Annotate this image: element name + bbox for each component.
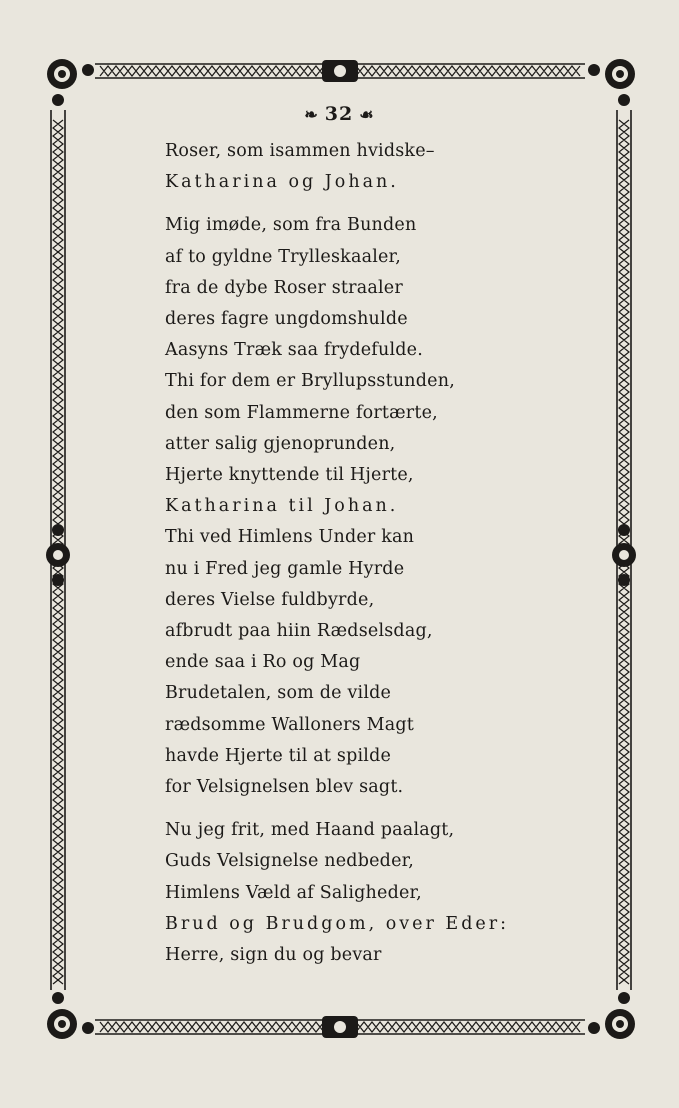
poem-line: Thi ved Himlens Under kan xyxy=(165,527,415,548)
poem-line: af to gyldne Trylleskaaler, xyxy=(165,246,401,267)
corner-ornament-top-right xyxy=(588,59,635,106)
poem-line: Guds Velsignelse nedbeder, xyxy=(165,851,415,872)
poem-line: afbrudt paa hiin Rædselsdag, xyxy=(165,621,433,641)
poem-line: fra de dybe Roser straaler xyxy=(165,277,403,298)
poem-line: nu i Fred jeg gamle Hyrde xyxy=(165,558,405,579)
poem-line: Brudetalen, som de vilde xyxy=(165,683,392,704)
poem-line: Hjerte knyttende til Hjerte, xyxy=(165,465,414,485)
poem-line: for Velsignelsen blev sagt. xyxy=(165,777,404,797)
poem-line: Mig imøde, som fra Bunden xyxy=(165,215,417,236)
poem-line: Himlens Væld af Saligheder, xyxy=(165,882,422,903)
corner-ornament-bottom-right xyxy=(588,992,635,1039)
poem-line: Roser, som isammen hvidske– xyxy=(165,141,435,161)
poem-line: deres fagre ungdomshulde xyxy=(165,309,408,329)
poem-line: den som Flammerne fortærte, xyxy=(165,402,438,423)
right-middle-ornament xyxy=(612,524,636,586)
bottom-center-ornament xyxy=(322,1016,358,1038)
poem-line: Katharina til Johan. xyxy=(165,496,399,517)
corner-ornament-top-left xyxy=(47,59,94,106)
poem-line: Thi for dem er Bryllupsstunden, xyxy=(165,371,455,392)
poem-line: Herre, sign du og bevar xyxy=(165,945,382,965)
poem-line: Katharina og Johan. xyxy=(165,172,399,193)
page-number-header xyxy=(0,103,679,125)
poem-line: deres Vielse fuldbyrde, xyxy=(165,589,375,610)
poem-line: havde Hjerte til at spilde xyxy=(165,745,392,766)
page-number: 32 xyxy=(324,103,354,125)
poem-line: ende saa i Ro og Mag xyxy=(165,652,361,673)
poem-line: rædsomme Walloners Magt xyxy=(165,714,414,735)
corner-ornament-bottom-left xyxy=(47,992,94,1039)
left-leaf-ornament-icon: ❧ xyxy=(304,105,319,124)
poem-line: Aasyns Træk saa frydefulde. xyxy=(165,340,423,361)
poem-line: Brud og Brudgom, over Eder: xyxy=(165,913,510,934)
top-center-ornament xyxy=(322,60,358,82)
left-middle-ornament xyxy=(46,524,70,586)
poem-line: atter salig gjenoprunden, xyxy=(165,433,396,454)
poem-line: Nu jeg frit, med Haand paalagt, xyxy=(165,820,455,841)
right-leaf-ornament-icon: ☙ xyxy=(359,105,375,124)
